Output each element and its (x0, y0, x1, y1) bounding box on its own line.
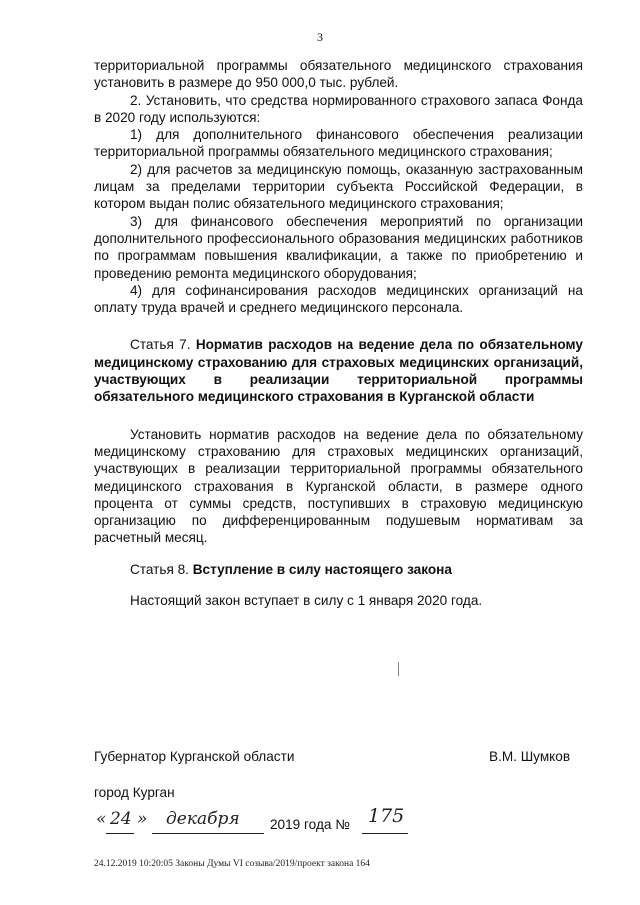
month-underline (152, 833, 264, 834)
article-7-label: Статья 7. (130, 337, 196, 353)
article-8-label: Статья 8. (130, 561, 193, 577)
handwritten-day: 24 (110, 809, 132, 829)
governor-position: Губернатор Курганской области (94, 749, 295, 764)
article-8-title: Вступление в силу настоящего закона (192, 561, 452, 577)
article-8-text: Настоящий закон вступает в силу с 1 января 2020 года. (130, 593, 483, 609)
paragraph-subitem-3: 3) для финансового обеспечения мероприятий по организации дополнительного профессионального образования медицинских работников по программам повышения квалификации, а также по приобретению и проведению ремонта медицинского оборудования; (94, 213, 583, 281)
paragraph-item-2: 2. Установить, что средства нормированного страхового запаса Фонда в 2020 году используются: (94, 92, 583, 125)
handwritten-month: декабря (166, 809, 240, 829)
governor-name: В.М. Шумков (489, 749, 571, 764)
article-7-title: Норматив расходов на ведение дела по обязательному медицинскому страхованию для страховых медицинских организаций, участвующих в реализации территориальной программы обязательного медицинского страхования в Курганской области (94, 337, 583, 405)
pen-mark (398, 662, 399, 676)
close-quote: » (137, 809, 148, 829)
paragraph-subitem-4: 4) для софинансирования расходов медицинских организаций на оплату труда врачей и среднего медицинского персонала. (94, 282, 583, 316)
article-7-text: Установить норматив расходов на ведение дела по обязательному медицинскому страхованию для страховых медицинских организаций, участвующих в реализации территориальной программы обязательного медицинского страхования в Курганской области, в размере одного процента от суммы средств, поступивших в страховую медицинскую организацию по дифференцированным подушевым нормативам за расчетный месяц. (94, 426, 583, 546)
article-7-heading (94, 336, 583, 405)
page-number: 3 (317, 30, 323, 44)
day-underline (106, 833, 134, 834)
article-8-heading (94, 561, 583, 578)
year-and-number-label: 2019 года № (270, 817, 350, 832)
open-quote: « (96, 809, 107, 829)
city-name: город Курган (94, 785, 175, 800)
file-path-footer: 24.12.2019 10:20:05 Законы Думы VI созыва/2019/проект закона 164 (94, 859, 370, 869)
number-underline (362, 833, 408, 834)
paragraph-subitem-2: 2) для расчетов за медицинскую помощь, оказанную застрахованным лицам за пределами территории субъекта Российской Федерации, в котором выдан полис обязательного медицинского страхования; (94, 161, 583, 212)
paragraph-subitem-1: 1) для дополнительного финансового обеспечения реализации территориальной программы обязательного медицинского страхования; (94, 127, 583, 160)
handwritten-number: 175 (368, 805, 405, 827)
paragraph-continuation: территориальной программы обязательного медицинского страхования установить в размере до 950 000,0 тыс. рублей. (94, 58, 583, 91)
document-body (94, 57, 583, 609)
